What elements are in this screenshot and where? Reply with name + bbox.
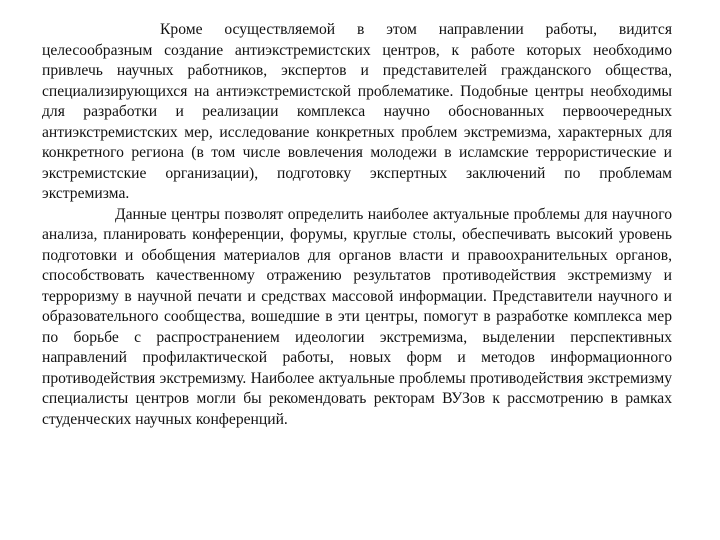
- paragraph-anti-extremist-centers: Кроме осуществляемой в этом направлении работы, видится целесообразным создание антиэкстремистских центров, к работе которых необходимо привлечь научных работников, экспертов и представителей гражданского общества, специализирующихся на антиэкстремистской проблематике. Подобные центры необходимы для разработки и реализации комплекса научно обоснованных первоочередных антиэкстремистских мер, исследование конкретных проблем экстремизма, характерных для конкретного региона (в том числе вовлечения молодежи в исламские террористические и экстремистские организации), подготовку экспертных заключений по проблемам экстремизма.: [42, 21, 672, 202]
- document-body: [42, 20, 672, 430]
- paragraph-centers-goals: Данные центры позволят определить наиболее актуальные проблемы для научного анализа, планировать конференции, форумы, круглые столы, обеспечивать высокий уровень подготовки и обобщения материалов для органов власти и правоохранительных органов, способствовать качественному отражению результатов противодействия экстремизму и терроризму в научной печати и средствах массовой информации. Представители научного и образовательного сообщества, вошедшие в эти центры, помогут в разработке комплекса мер по борьбе с распространением идеологии экстремизма, выделении перспективных направлений профилактической работы, новых форм и методов информационного противодействия экстремизму. Наиболее актуальные проблемы противодействия экстремизму специалисты центров могли бы рекомендовать ректорам ВУЗов к рассмотрению в рамках студенческих научных конференций.: [42, 205, 672, 428]
